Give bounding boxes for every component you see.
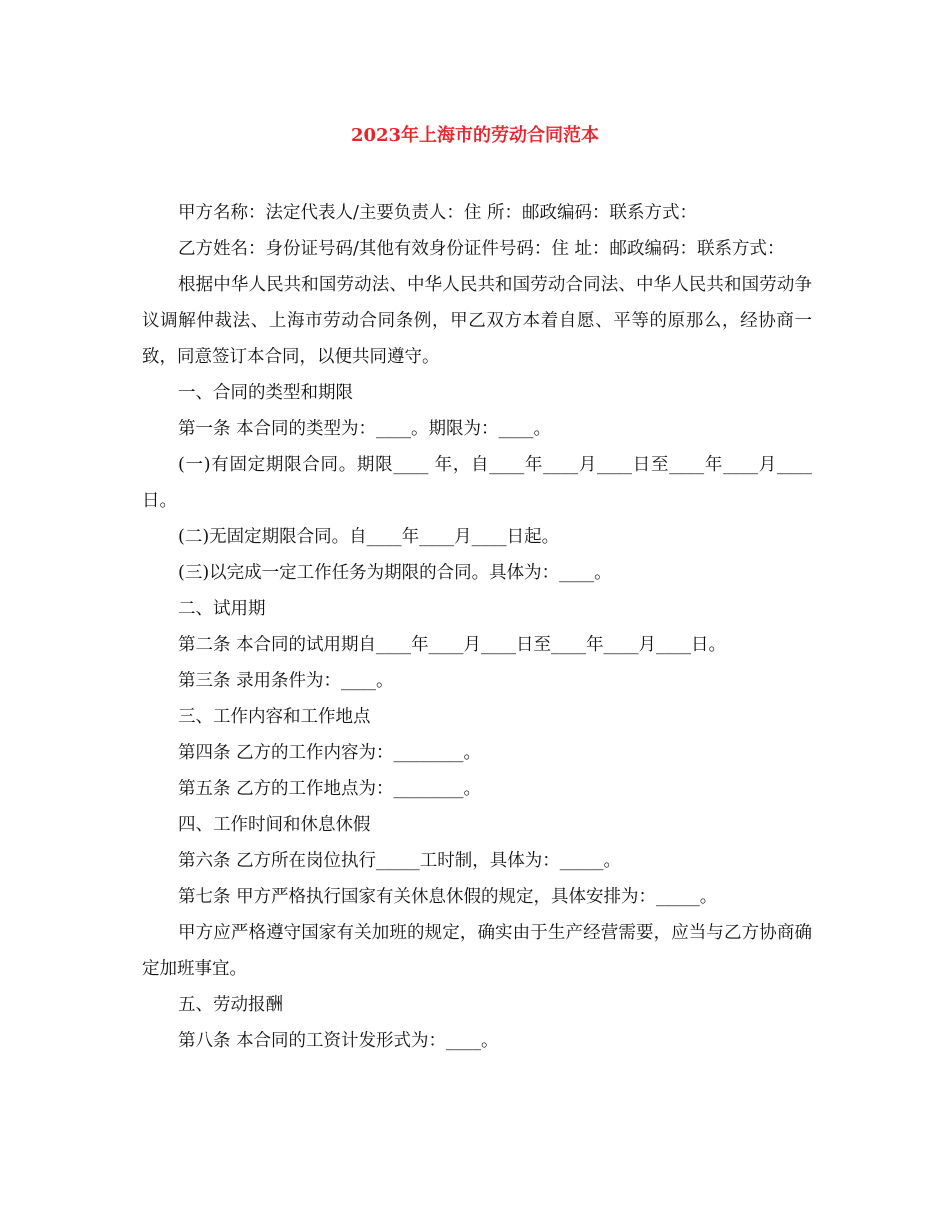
- section-heading: 四、工作时间和休息休假: [178, 815, 371, 835]
- preamble-paragraph: 根据中华人民共和国劳动法、中华人民共和国劳动合同法、中华人民共和国劳动争议调解仲裁法、上海市劳动合同条例，甲乙双方本着自愿、平等的原那么，经协商一致，同意签订本合同，以便共同遵守。: [142, 275, 812, 367]
- article-3: 第三条 录用条件为：____。: [178, 671, 394, 691]
- article-5: 第五条 乙方的工作地点为：________。: [178, 779, 482, 799]
- contract-type-open: (二)无固定期限合同。自____年____月____日起。: [178, 527, 560, 547]
- article-1: 第一条 本合同的类型为：____。期限为：____。: [178, 419, 552, 439]
- document-body: [142, 195, 812, 1059]
- document-title: 2023年上海市的劳动合同范本: [350, 125, 600, 146]
- article-7: 第七条 甲方严格执行国家有关休息休假的规定，具体安排为：_____。: [178, 887, 718, 907]
- section-heading: 一、合同的类型和期限: [178, 383, 353, 403]
- article-2: 第二条 本合同的试用期自____年____月____日至____年____月____日。: [178, 635, 727, 655]
- party-b-info: 乙方姓名：身份证号码/其他有效身份证件号码：住 址：邮政编码：联系方式：: [178, 239, 785, 259]
- contract-type-fixed: (一)有固定期限合同。期限____ 年，自____年____月____日至____年____月____日。: [142, 455, 812, 511]
- article-8: 第八条 本合同的工资计发形式为：____。: [178, 1031, 499, 1051]
- section-heading: 三、工作内容和工作地点: [178, 707, 371, 727]
- section-heading: 二、试用期: [178, 599, 266, 619]
- section-heading: 五、劳动报酬: [178, 995, 283, 1015]
- article-6: 第六条 乙方所在岗位执行_____工时制，具体为：_____。: [178, 851, 622, 871]
- overtime-paragraph: 甲方应严格遵守国家有关加班的规定，确实由于生产经营需要，应当与乙方协商确定加班事宜。: [142, 923, 812, 979]
- party-a-info: 甲方名称：法定代表人/主要负责人：住 所：邮政编码：联系方式：: [178, 203, 697, 223]
- article-4: 第四条 乙方的工作内容为：________。: [178, 743, 482, 763]
- contract-type-task: (三)以完成一定工作任务为期限的合同。具体为：____。: [178, 563, 612, 583]
